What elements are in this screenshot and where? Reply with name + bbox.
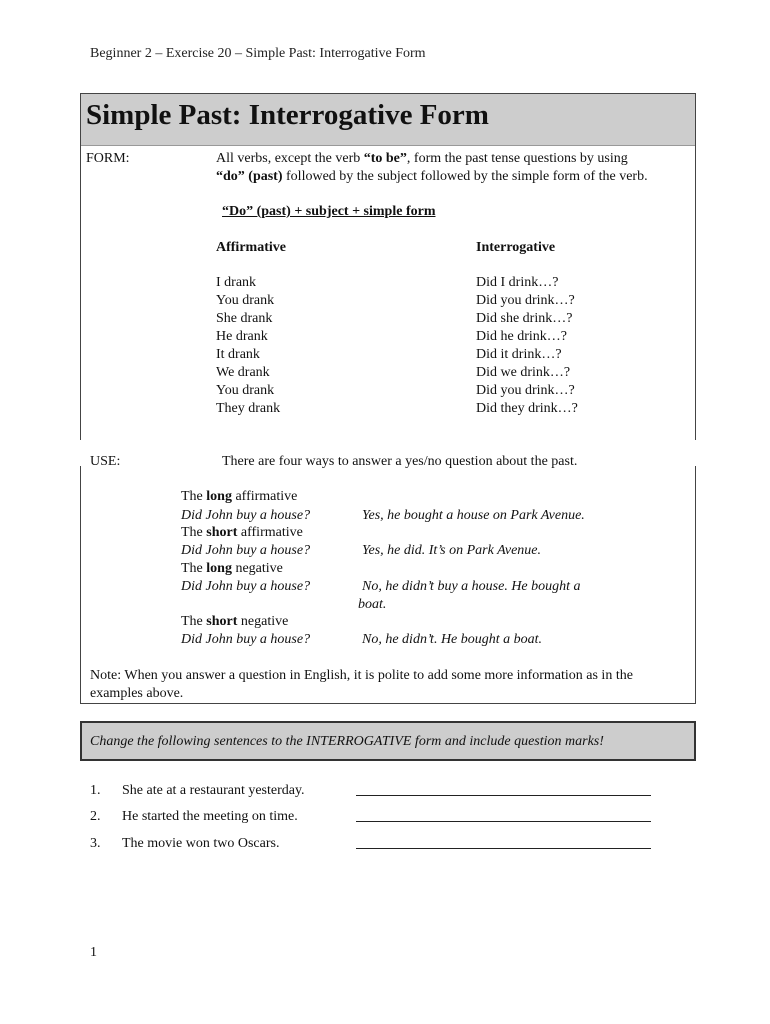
question-example: Did John buy a house? — [181, 632, 311, 647]
form-label: FORM: — [86, 151, 130, 166]
item-number: 1. — [90, 783, 101, 798]
list-item: Did I drink…? — [476, 275, 559, 290]
list-item: We drank — [216, 365, 270, 380]
title-box — [80, 93, 696, 145]
answer-long-negative-line1: No, he didn’t buy a house. He bought a — [362, 579, 581, 594]
running-header: Beginner 2 – Exercise 20 – Simple Past: Interrogative Form — [90, 46, 426, 61]
answer-blank[interactable] — [356, 848, 651, 849]
list-item: Did we drink…? — [476, 365, 571, 380]
list-item: I drank — [216, 275, 257, 290]
form-description-line1: All verbs, except the verb “to be”, form the past tense questions by using — [216, 151, 628, 166]
list-item: You drank — [216, 293, 275, 308]
question-example: Did John buy a house? — [181, 579, 311, 594]
list-item: They drank — [216, 401, 281, 416]
page-number: 1 — [90, 945, 97, 960]
item-sentence: He started the meeting on time. — [122, 809, 298, 824]
instruction-box — [80, 721, 696, 761]
answer-long-affirmative: Yes, he bought a house on Park Avenue. — [362, 508, 585, 523]
item-number: 2. — [90, 809, 101, 824]
item-number: 3. — [90, 836, 101, 851]
affirmative-list — [216, 274, 280, 418]
list-item: Did they drink…? — [476, 401, 578, 416]
content-frame — [80, 145, 696, 704]
question-example: Did John buy a house? — [181, 543, 311, 558]
list-item: You drank — [216, 383, 275, 398]
answer-blank[interactable] — [356, 821, 651, 822]
use-label: USE: — [90, 454, 121, 469]
answer-short-negative: No, he didn’t. He bought a boat. — [362, 632, 543, 647]
note-line2: examples above. — [90, 686, 184, 701]
answer-long-negative-line2: boat. — [358, 597, 387, 612]
list-item: Did you drink…? — [476, 293, 575, 308]
list-item: Did he drink…? — [476, 329, 567, 344]
list-item: Did she drink…? — [476, 311, 573, 326]
answer-blank[interactable] — [356, 795, 651, 796]
question-example: Did John buy a house? — [181, 508, 311, 523]
list-item: Did it drink…? — [476, 347, 562, 362]
affirmative-heading: Affirmative — [216, 240, 286, 255]
page-title: Simple Past: Interrogative Form — [86, 99, 489, 131]
list-item: She drank — [216, 311, 273, 326]
list-item: Did you drink…? — [476, 383, 575, 398]
short-affirmative-label: The short affirmative — [181, 525, 303, 540]
long-affirmative-label: The long affirmative — [181, 489, 298, 504]
short-negative-label: The short negative — [181, 614, 289, 629]
answer-short-affirmative: Yes, he did. It’s on Park Avenue. — [362, 543, 542, 558]
form-description-line2: “do” (past) followed by the subject followed by the simple form of the verb. — [216, 169, 648, 184]
note-line1: Note: When you answer a question in English, it is polite to add some more information as in the — [90, 668, 633, 683]
title-divider — [80, 145, 696, 146]
item-sentence: The movie won two Oscars. — [122, 836, 280, 851]
instruction-text: Change the following sentences to the INTERROGATIVE form and include question marks! — [90, 734, 604, 749]
long-negative-label: The long negative — [181, 561, 283, 576]
interrogative-heading: Interrogative — [476, 240, 556, 255]
list-item: It drank — [216, 347, 260, 362]
item-sentence: She ate at a restaurant yesterday. — [122, 783, 305, 798]
list-item: He drank — [216, 329, 268, 344]
interrogative-list — [476, 274, 578, 418]
form-formula: “Do” (past) + subject + simple form — [222, 204, 436, 219]
use-intro: There are four ways to answer a yes/no question about the past. — [222, 454, 578, 469]
